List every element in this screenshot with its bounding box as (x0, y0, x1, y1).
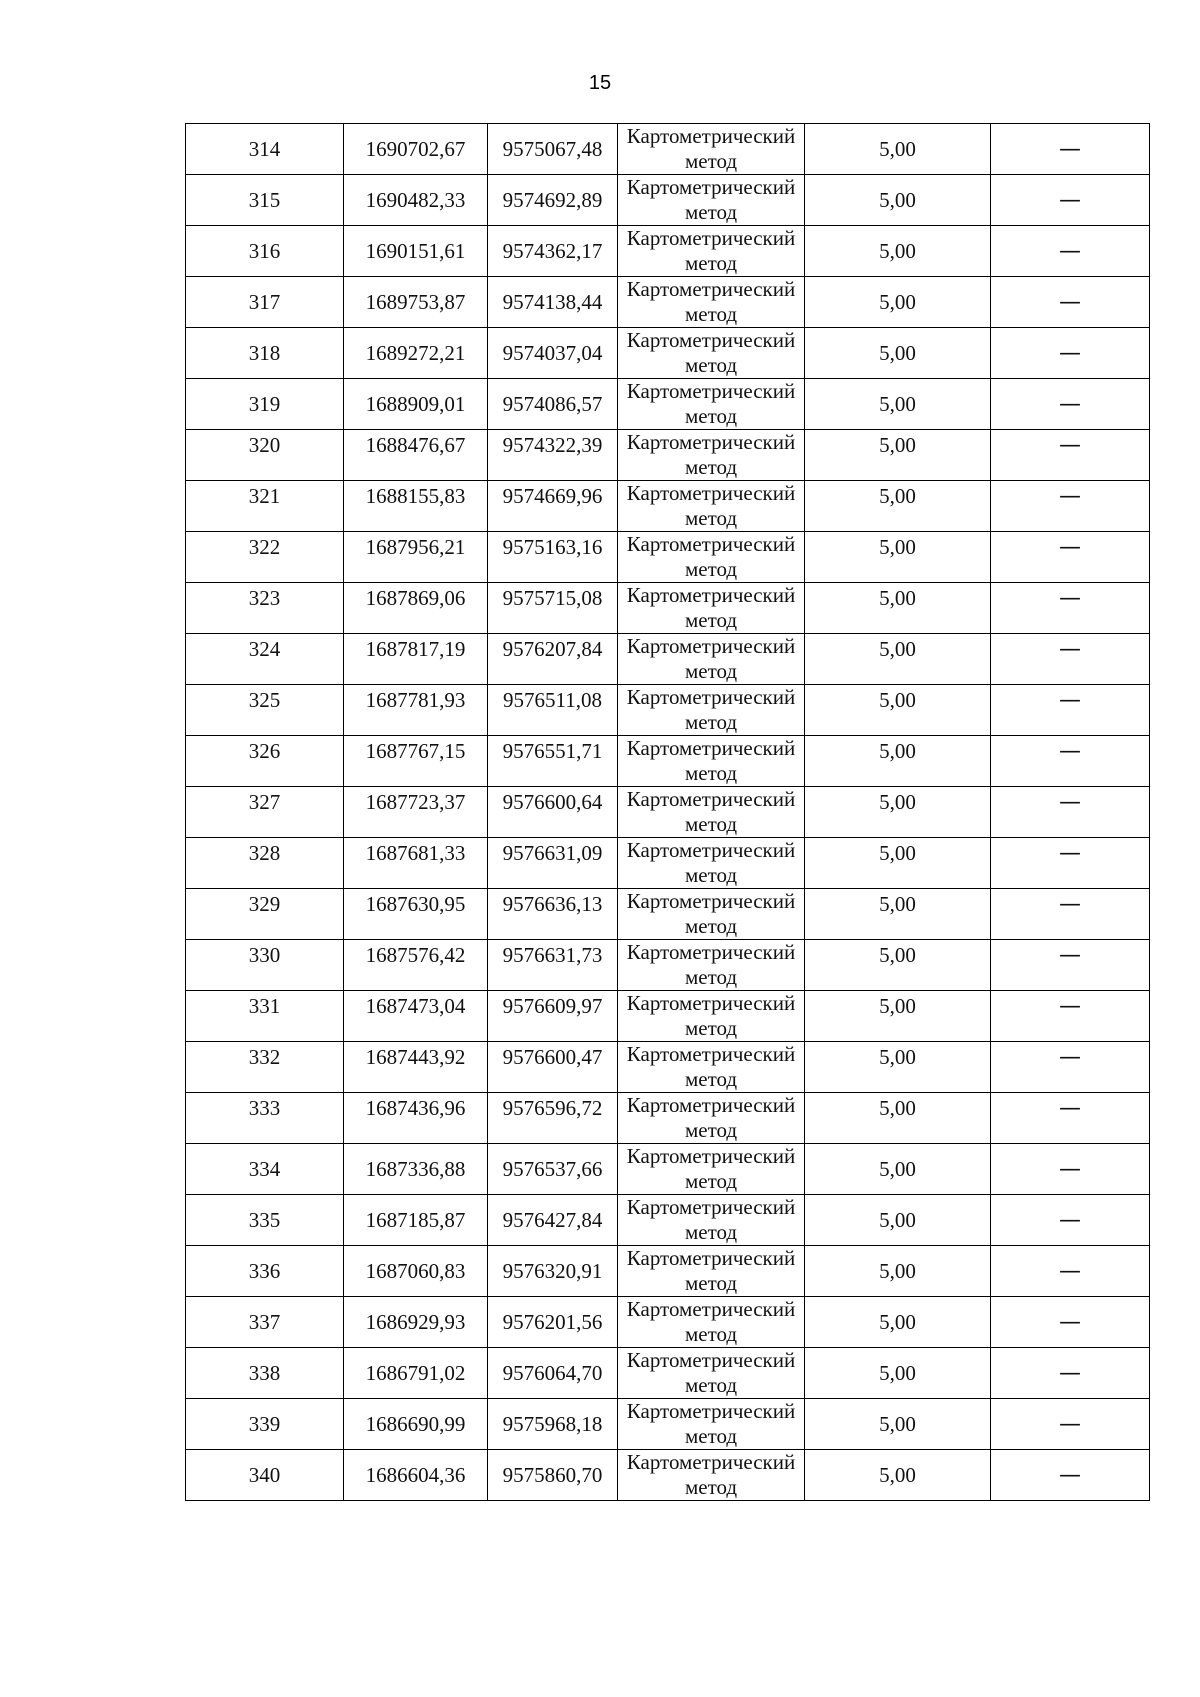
method-cell (618, 124, 805, 175)
dash-cell (991, 1093, 1150, 1144)
dash-cell (991, 787, 1150, 838)
method-line-1: Картометрический (626, 940, 796, 964)
dash-cell (991, 175, 1150, 226)
dash-mark: — (1059, 1045, 1081, 1070)
method-line-2: метод (684, 302, 738, 326)
method-cell (618, 1348, 805, 1399)
dash-mark: — (1059, 289, 1081, 315)
x-coordinate-cell: 1689272,21 (344, 328, 488, 379)
table-row (186, 379, 1150, 430)
method-cell (618, 787, 805, 838)
x-coordinate-cell: 1687473,04 (344, 991, 488, 1042)
y-coordinate-cell: 9575860,70 (488, 1450, 618, 1501)
method-line-1: Картометрический (626, 1246, 796, 1270)
dash-mark: — (1059, 1096, 1081, 1121)
x-coordinate-cell: 1687630,95 (344, 889, 488, 940)
dash-mark: — (1059, 892, 1081, 917)
accuracy-cell: 5,00 (805, 277, 991, 328)
point-number-cell: 334 (186, 1144, 344, 1195)
table-row (186, 889, 1150, 940)
dash-mark: — (1059, 391, 1081, 417)
method-cell (618, 532, 805, 583)
y-coordinate-cell: 9574322,39 (488, 430, 618, 481)
method-line-2: метод (684, 1016, 738, 1040)
method-line-1: Картометрический (626, 1297, 796, 1321)
accuracy-cell: 5,00 (805, 685, 991, 736)
method-line-1: Картометрический (626, 1399, 796, 1423)
dash-mark: — (1059, 1462, 1081, 1488)
method-cell (618, 328, 805, 379)
dash-mark: — (1059, 238, 1081, 264)
table-row (186, 838, 1150, 889)
table-row (186, 1348, 1150, 1399)
dash-mark: — (1059, 1156, 1081, 1182)
dash-mark: — (1059, 1258, 1081, 1284)
dash-mark: — (1059, 1411, 1081, 1437)
table-row (186, 175, 1150, 226)
y-coordinate-cell: 9576537,66 (488, 1144, 618, 1195)
point-number-cell: 333 (186, 1093, 344, 1144)
dash-mark: — (1059, 187, 1081, 213)
dash-mark: — (1059, 1309, 1081, 1335)
page-number: 15 (588, 72, 612, 94)
accuracy-cell: 5,00 (805, 226, 991, 277)
method-line-1: Картометрический (626, 889, 796, 913)
accuracy-cell: 5,00 (805, 1399, 991, 1450)
y-coordinate-cell: 9574362,17 (488, 226, 618, 277)
point-number-cell: 335 (186, 1195, 344, 1246)
coordinates-table (185, 123, 1150, 1501)
point-number-cell: 339 (186, 1399, 344, 1450)
method-line-2: метод (684, 710, 738, 734)
method-cell (618, 175, 805, 226)
table-row (186, 481, 1150, 532)
accuracy-cell: 5,00 (805, 1144, 991, 1195)
y-coordinate-cell: 9576551,71 (488, 736, 618, 787)
dash-cell (991, 430, 1150, 481)
point-number-cell: 314 (186, 124, 344, 175)
method-line-1: Картометрический (626, 481, 796, 505)
point-number-cell: 328 (186, 838, 344, 889)
x-coordinate-cell: 1687781,93 (344, 685, 488, 736)
x-coordinate-cell: 1687576,42 (344, 940, 488, 991)
accuracy-cell: 5,00 (805, 940, 991, 991)
table-row (186, 430, 1150, 481)
method-cell (618, 838, 805, 889)
table-row (186, 124, 1150, 175)
y-coordinate-cell: 9576596,72 (488, 1093, 618, 1144)
dash-mark: — (1059, 586, 1081, 611)
y-coordinate-cell: 9576600,47 (488, 1042, 618, 1093)
x-coordinate-cell: 1689753,87 (344, 277, 488, 328)
dash-mark: — (1059, 340, 1081, 366)
method-cell (618, 430, 805, 481)
point-number-cell: 321 (186, 481, 344, 532)
accuracy-cell: 5,00 (805, 1195, 991, 1246)
method-cell (618, 277, 805, 328)
dash-mark: — (1059, 637, 1081, 662)
method-line-1: Картометрический (626, 736, 796, 760)
accuracy-cell: 5,00 (805, 328, 991, 379)
dash-mark: — (1059, 433, 1081, 458)
method-line-1: Картометрический (626, 787, 796, 811)
point-number-cell: 324 (186, 634, 344, 685)
method-line-2: метод (684, 1475, 738, 1499)
method-line-1: Картометрический (626, 124, 796, 148)
point-number-cell: 316 (186, 226, 344, 277)
method-line-1: Картометрический (626, 175, 796, 199)
table-row (186, 1297, 1150, 1348)
method-line-1: Картометрический (626, 1042, 796, 1066)
point-number-cell: 332 (186, 1042, 344, 1093)
method-line-1: Картометрический (626, 685, 796, 709)
accuracy-cell: 5,00 (805, 1042, 991, 1093)
y-coordinate-cell: 9576609,97 (488, 991, 618, 1042)
table-row (186, 583, 1150, 634)
method-line-2: метод (684, 200, 738, 224)
accuracy-cell: 5,00 (805, 583, 991, 634)
y-coordinate-cell: 9574669,96 (488, 481, 618, 532)
y-coordinate-cell: 9576201,56 (488, 1297, 618, 1348)
method-line-1: Картометрический (626, 1348, 796, 1372)
y-coordinate-cell: 9575968,18 (488, 1399, 618, 1450)
method-cell (618, 1450, 805, 1501)
point-number-cell: 323 (186, 583, 344, 634)
y-coordinate-cell: 9574086,57 (488, 379, 618, 430)
y-coordinate-cell: 9574138,44 (488, 277, 618, 328)
point-number-cell: 330 (186, 940, 344, 991)
table-row (186, 226, 1150, 277)
table-row (186, 532, 1150, 583)
method-line-1: Картометрический (626, 532, 796, 556)
method-line-1: Картометрический (626, 328, 796, 352)
method-cell (618, 1246, 805, 1297)
accuracy-cell: 5,00 (805, 1246, 991, 1297)
method-cell (618, 583, 805, 634)
dash-cell (991, 328, 1150, 379)
dash-cell (991, 838, 1150, 889)
method-line-2: метод (684, 251, 738, 275)
dash-mark: — (1059, 484, 1081, 509)
table-row (186, 277, 1150, 328)
table-row (186, 634, 1150, 685)
accuracy-cell: 5,00 (805, 634, 991, 685)
table-row (186, 328, 1150, 379)
y-coordinate-cell: 9576511,08 (488, 685, 618, 736)
y-coordinate-cell: 9574692,89 (488, 175, 618, 226)
point-number-cell: 327 (186, 787, 344, 838)
x-coordinate-cell: 1687436,96 (344, 1093, 488, 1144)
dash-cell (991, 1297, 1150, 1348)
method-cell (618, 634, 805, 685)
accuracy-cell: 5,00 (805, 1450, 991, 1501)
dash-cell (991, 889, 1150, 940)
x-coordinate-cell: 1688155,83 (344, 481, 488, 532)
point-number-cell: 329 (186, 889, 344, 940)
accuracy-cell: 5,00 (805, 124, 991, 175)
method-cell (618, 736, 805, 787)
table-row (186, 685, 1150, 736)
method-line-2: метод (684, 404, 738, 428)
y-coordinate-cell: 9576600,64 (488, 787, 618, 838)
method-line-2: метод (684, 1424, 738, 1448)
point-number-cell: 331 (186, 991, 344, 1042)
table-row (186, 1195, 1150, 1246)
method-cell (618, 379, 805, 430)
method-line-2: метод (684, 149, 738, 173)
method-line-1: Картометрический (626, 1450, 796, 1474)
table-row (186, 991, 1150, 1042)
method-cell (618, 940, 805, 991)
method-cell (618, 1144, 805, 1195)
method-line-2: метод (684, 1067, 738, 1091)
method-line-2: метод (684, 1118, 738, 1142)
method-cell (618, 991, 805, 1042)
x-coordinate-cell: 1686690,99 (344, 1399, 488, 1450)
point-number-cell: 340 (186, 1450, 344, 1501)
table-row (186, 787, 1150, 838)
method-line-1: Картометрический (626, 634, 796, 658)
method-cell (618, 685, 805, 736)
table-row (186, 736, 1150, 787)
dash-cell (991, 1348, 1150, 1399)
method-line-1: Картометрический (626, 430, 796, 454)
method-line-2: метод (684, 1322, 738, 1346)
x-coordinate-cell: 1686604,36 (344, 1450, 488, 1501)
dash-mark: — (1059, 790, 1081, 815)
table-row (186, 940, 1150, 991)
x-coordinate-cell: 1690151,61 (344, 226, 488, 277)
dash-mark: — (1059, 136, 1081, 162)
dash-cell (991, 634, 1150, 685)
x-coordinate-cell: 1687185,87 (344, 1195, 488, 1246)
dash-cell (991, 1144, 1150, 1195)
x-coordinate-cell: 1687443,92 (344, 1042, 488, 1093)
dash-cell (991, 277, 1150, 328)
x-coordinate-cell: 1686929,93 (344, 1297, 488, 1348)
method-line-1: Картометрический (626, 226, 796, 250)
y-coordinate-cell: 9575067,48 (488, 124, 618, 175)
method-line-1: Картометрический (626, 838, 796, 862)
dash-cell (991, 991, 1150, 1042)
y-coordinate-cell: 9576064,70 (488, 1348, 618, 1399)
dash-cell (991, 1042, 1150, 1093)
y-coordinate-cell: 9576207,84 (488, 634, 618, 685)
dash-cell (991, 583, 1150, 634)
method-cell (618, 889, 805, 940)
point-number-cell: 315 (186, 175, 344, 226)
x-coordinate-cell: 1687336,88 (344, 1144, 488, 1195)
x-coordinate-cell: 1686791,02 (344, 1348, 488, 1399)
x-coordinate-cell: 1687723,37 (344, 787, 488, 838)
y-coordinate-cell: 9576636,13 (488, 889, 618, 940)
accuracy-cell: 5,00 (805, 532, 991, 583)
dash-cell (991, 940, 1150, 991)
x-coordinate-cell: 1687956,21 (344, 532, 488, 583)
point-number-cell: 322 (186, 532, 344, 583)
method-line-2: метод (684, 1220, 738, 1244)
y-coordinate-cell: 9575715,08 (488, 583, 618, 634)
x-coordinate-cell: 1687060,83 (344, 1246, 488, 1297)
point-number-cell: 326 (186, 736, 344, 787)
accuracy-cell: 5,00 (805, 991, 991, 1042)
y-coordinate-cell: 9576427,84 (488, 1195, 618, 1246)
table-row (186, 1450, 1150, 1501)
accuracy-cell: 5,00 (805, 481, 991, 532)
point-number-cell: 317 (186, 277, 344, 328)
method-line-2: метод (684, 1169, 738, 1193)
accuracy-cell: 5,00 (805, 889, 991, 940)
accuracy-cell: 5,00 (805, 175, 991, 226)
method-line-1: Картометрический (626, 1195, 796, 1219)
point-number-cell: 319 (186, 379, 344, 430)
method-line-2: метод (684, 659, 738, 683)
accuracy-cell: 5,00 (805, 1297, 991, 1348)
method-line-2: метод (684, 455, 738, 479)
method-line-2: метод (684, 812, 738, 836)
method-line-2: метод (684, 506, 738, 530)
dash-mark: — (1059, 739, 1081, 764)
method-line-2: метод (684, 1373, 738, 1397)
table-row (186, 1093, 1150, 1144)
x-coordinate-cell: 1688909,01 (344, 379, 488, 430)
method-line-2: метод (684, 608, 738, 632)
accuracy-cell: 5,00 (805, 430, 991, 481)
point-number-cell: 318 (186, 328, 344, 379)
x-coordinate-cell: 1687767,15 (344, 736, 488, 787)
method-line-1: Картометрический (626, 1093, 796, 1117)
y-coordinate-cell: 9576631,09 (488, 838, 618, 889)
x-coordinate-cell: 1687681,33 (344, 838, 488, 889)
coordinates-table-body (186, 124, 1150, 1501)
y-coordinate-cell: 9574037,04 (488, 328, 618, 379)
dash-mark: — (1059, 1207, 1081, 1233)
method-cell (618, 1093, 805, 1144)
point-number-cell: 338 (186, 1348, 344, 1399)
dash-cell (991, 736, 1150, 787)
y-coordinate-cell: 9575163,16 (488, 532, 618, 583)
method-line-2: метод (684, 1271, 738, 1295)
point-number-cell: 320 (186, 430, 344, 481)
method-cell (618, 1042, 805, 1093)
method-line-1: Картометрический (626, 277, 796, 301)
method-cell (618, 226, 805, 277)
method-line-2: метод (684, 557, 738, 581)
method-cell (618, 1297, 805, 1348)
dash-mark: — (1059, 994, 1081, 1019)
dash-cell (991, 1195, 1150, 1246)
method-line-1: Картометрический (626, 379, 796, 403)
method-line-2: метод (684, 761, 738, 785)
accuracy-cell: 5,00 (805, 736, 991, 787)
point-number-cell: 337 (186, 1297, 344, 1348)
dash-cell (991, 1450, 1150, 1501)
x-coordinate-cell: 1687817,19 (344, 634, 488, 685)
point-number-cell: 325 (186, 685, 344, 736)
dash-mark: — (1059, 535, 1081, 560)
method-line-2: метод (684, 965, 738, 989)
dash-mark: — (1059, 943, 1081, 968)
accuracy-cell: 5,00 (805, 838, 991, 889)
dash-cell (991, 481, 1150, 532)
method-cell (618, 1195, 805, 1246)
x-coordinate-cell: 1690482,33 (344, 175, 488, 226)
table-row (186, 1246, 1150, 1297)
method-line-2: метод (684, 914, 738, 938)
x-coordinate-cell: 1688476,67 (344, 430, 488, 481)
dash-mark: — (1059, 688, 1081, 713)
dash-mark: — (1059, 1360, 1081, 1386)
method-line-2: метод (684, 353, 738, 377)
accuracy-cell: 5,00 (805, 787, 991, 838)
dash-cell (991, 532, 1150, 583)
method-line-1: Картометрический (626, 1144, 796, 1168)
dash-cell (991, 379, 1150, 430)
accuracy-cell: 5,00 (805, 379, 991, 430)
dash-mark: — (1059, 841, 1081, 866)
table-row (186, 1042, 1150, 1093)
dash-cell (991, 685, 1150, 736)
method-line-1: Картометрический (626, 583, 796, 607)
x-coordinate-cell: 1690702,67 (344, 124, 488, 175)
accuracy-cell: 5,00 (805, 1093, 991, 1144)
method-cell (618, 1399, 805, 1450)
y-coordinate-cell: 9576631,73 (488, 940, 618, 991)
dash-cell (991, 1399, 1150, 1450)
accuracy-cell: 5,00 (805, 1348, 991, 1399)
table-row (186, 1399, 1150, 1450)
y-coordinate-cell: 9576320,91 (488, 1246, 618, 1297)
method-line-1: Картометрический (626, 991, 796, 1015)
dash-cell (991, 226, 1150, 277)
x-coordinate-cell: 1687869,06 (344, 583, 488, 634)
dash-cell (991, 1246, 1150, 1297)
dash-cell (991, 124, 1150, 175)
method-cell (618, 481, 805, 532)
table-row (186, 1144, 1150, 1195)
method-line-2: метод (684, 863, 738, 887)
point-number-cell: 336 (186, 1246, 344, 1297)
